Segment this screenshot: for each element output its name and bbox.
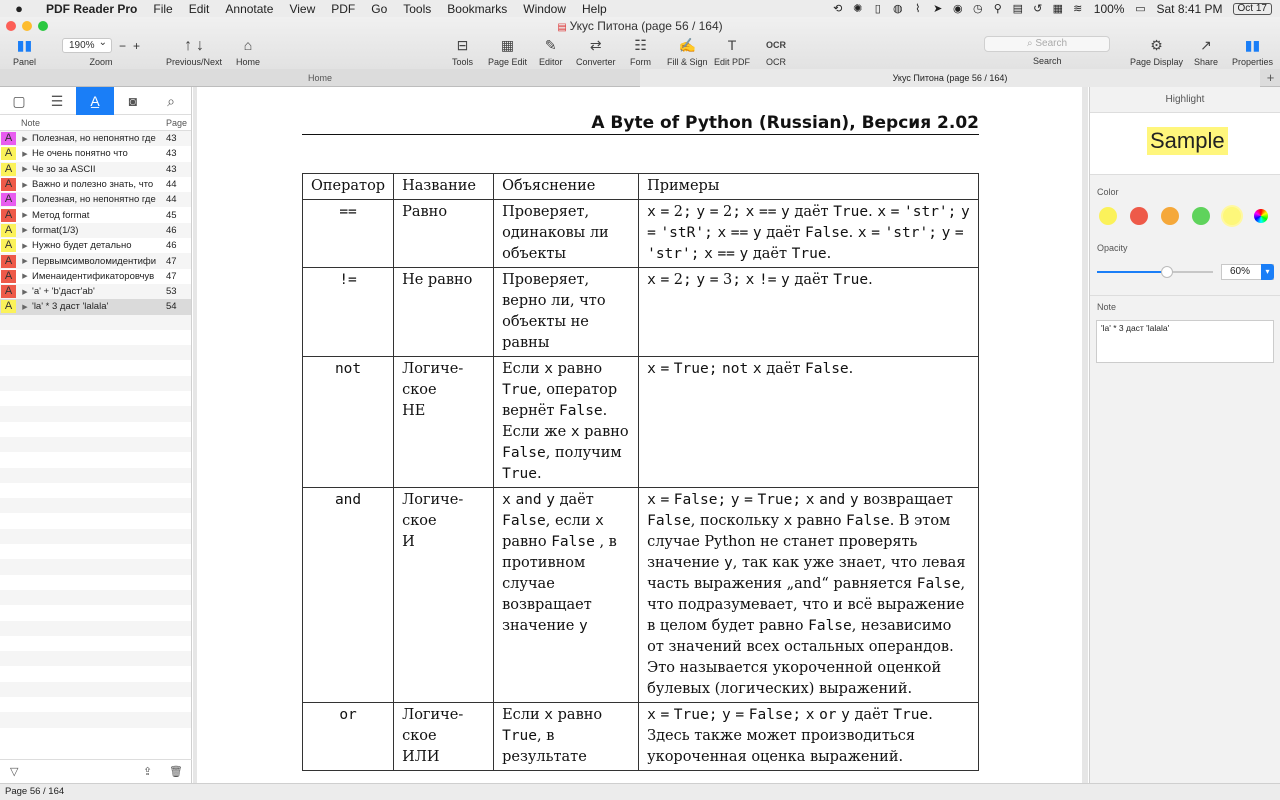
- annotation-page: 45: [166, 209, 177, 221]
- annotation-text: Метод format: [32, 209, 90, 221]
- zoom-control: [62, 37, 140, 67]
- convert-icon: ⇄: [589, 37, 602, 53]
- zoom-out-button[interactable]: −: [119, 38, 127, 53]
- annotation-row[interactable]: [0, 269, 191, 284]
- zoom-select[interactable]: 190% ⌄: [62, 38, 112, 53]
- menu-window[interactable]: Window: [523, 1, 566, 16]
- empty-row: [0, 544, 191, 559]
- tools-button[interactable]: [452, 37, 473, 67]
- examples-cell: x = 2; y = 2; x == y даёт True. x = 'str'; y = 'stR'; x == y даёт False. x = 'str'; y = 'str'; x == y даёт True.: [639, 200, 979, 268]
- empty-row: [0, 376, 191, 391]
- menu-edit[interactable]: Edit: [188, 1, 210, 16]
- home-label: Home: [236, 57, 261, 67]
- disclosure-triangle-icon[interactable]: ▶: [22, 288, 28, 296]
- empty-row: [0, 330, 191, 345]
- properties-panel: [1089, 87, 1280, 783]
- disclosure-triangle-icon[interactable]: ▶: [22, 258, 28, 266]
- name-cell: Логиче- ское ИЛИ: [394, 703, 494, 771]
- annotation-row[interactable]: [0, 177, 191, 192]
- examples-cell: x = True; y = False; x or y даёт True. Здесь также может производиться укороченная оценка выражений.: [639, 703, 979, 771]
- doc-icon[interactable]: ▤: [1012, 3, 1023, 15]
- empty-row: [0, 406, 191, 421]
- edit-pdf-button[interactable]: [714, 37, 750, 67]
- next-page-arrow-icon[interactable]: ↓: [195, 37, 204, 54]
- menu-annotate[interactable]: Annotate: [225, 1, 274, 16]
- highlight-annotation-icon: A: [1, 285, 16, 298]
- annotation-page: 43: [166, 133, 177, 145]
- empty-row: [0, 315, 191, 330]
- disclosure-triangle-icon[interactable]: ▶: [22, 135, 28, 143]
- highlight-annotation-icon: A: [1, 193, 16, 206]
- highlight-annotation-icon: A: [1, 147, 16, 160]
- panel-button[interactable]: [13, 37, 36, 67]
- disclosure-triangle-icon[interactable]: ▶: [22, 196, 28, 204]
- outline-icon[interactable]: ☰: [50, 93, 64, 109]
- annotation-text: Не очень понятно что: [32, 148, 128, 160]
- empty-row: [0, 590, 191, 605]
- annotation-row[interactable]: [0, 207, 191, 222]
- examples-cell: x = False; y = True; x and y возвращает False, поскольку x равно False. В этом случае Python не станет проверять значение y, так как уже знает, что левая часть выражения „and“ равняется False, что подразумевает, что и всё выражение в целом будет равно False, независимо от значений всех остальных операндов. Это называется укороченной оценкой булевых (логических) выражений.: [639, 488, 979, 703]
- disclosure-triangle-icon[interactable]: ▶: [22, 242, 28, 250]
- clip-icon[interactable]: ⌇: [915, 3, 921, 15]
- annotation-text: Полезная, но непонятно где: [32, 194, 156, 206]
- operators-table: [302, 173, 979, 771]
- name-cell: Равно: [394, 200, 494, 268]
- color-swatch[interactable]: [1130, 207, 1148, 225]
- table-row: [303, 357, 979, 488]
- color-swatch[interactable]: [1161, 207, 1179, 225]
- table-header-cell: Название: [394, 174, 494, 200]
- name-cell: Не равно: [394, 268, 494, 357]
- operator-cell: ==: [303, 200, 394, 268]
- page-display-button[interactable]: [1130, 37, 1183, 67]
- highlight-annotation-icon: A: [1, 270, 16, 283]
- opacity-slider-handle[interactable]: [1161, 266, 1173, 278]
- menu-view[interactable]: View: [289, 1, 316, 16]
- signature-icon: ✍: [678, 37, 696, 53]
- empty-row: [0, 651, 191, 666]
- annotation-text: 'a' + 'b'даст'ab': [32, 286, 95, 298]
- opacity-select[interactable]: [1221, 264, 1274, 280]
- empty-row: [0, 468, 191, 483]
- page-display-icon: ⚙: [1150, 37, 1163, 53]
- examples-cell: x = 2; y = 3; x != y даёт True.: [639, 268, 979, 357]
- ocr-icon: OCR: [766, 40, 786, 50]
- previous-next-control: [166, 37, 222, 67]
- pencil-icon: ✎: [544, 37, 557, 53]
- empty-row: [0, 575, 191, 590]
- empty-row: [0, 666, 191, 681]
- empty-row: [0, 345, 191, 360]
- device-icon[interactable]: ▯: [874, 3, 881, 15]
- table-header-cell: Оператор: [303, 174, 394, 200]
- form-button[interactable]: [630, 37, 651, 67]
- form-icon: ☷: [634, 37, 647, 53]
- empty-row: [0, 697, 191, 712]
- menu-bookmarks[interactable]: Bookmarks: [447, 1, 508, 16]
- disclosure-triangle-icon[interactable]: ▶: [22, 273, 28, 281]
- previous-page-arrow-icon[interactable]: ↑: [184, 37, 193, 54]
- search-label-wrap: [1033, 53, 1062, 66]
- fill-sign-button[interactable]: [667, 37, 708, 67]
- color-label: Color: [1097, 187, 1119, 197]
- empty-row: [0, 682, 191, 697]
- header-rule: [302, 134, 979, 135]
- wifi-icon[interactable]: ≋: [1073, 3, 1083, 15]
- tab-document[interactable]: Укус Питона (page 56 / 164): [640, 69, 1260, 87]
- snapshot-icon[interactable]: ◙: [128, 93, 138, 109]
- operator-cell: !=: [303, 268, 394, 357]
- annotation-text: format(1/3): [32, 224, 79, 236]
- window-title: [0, 19, 1280, 33]
- home-button[interactable]: [236, 37, 260, 67]
- color-swatch[interactable]: [1099, 207, 1117, 225]
- form-label: Form: [630, 57, 651, 67]
- fill-sign-label: Fill & Sign: [667, 57, 708, 67]
- empty-row: [0, 422, 191, 437]
- annotation-page: 44: [166, 194, 177, 206]
- annotation-list: [0, 131, 191, 743]
- operator-cell: or: [303, 703, 394, 771]
- operator-cell: and: [303, 488, 394, 703]
- pdf-file-icon: ▤: [557, 22, 570, 33]
- share-icon: ↗: [1200, 37, 1212, 53]
- highlight-annotation-icon: A: [1, 178, 16, 191]
- page-edit-label: Page Edit: [488, 57, 528, 67]
- explanation-cell: Проверяет, верно ли, что объекты не равны: [494, 268, 639, 357]
- ocr-button[interactable]: [766, 37, 786, 67]
- page-edit-button[interactable]: [488, 37, 527, 67]
- disclosure-triangle-icon[interactable]: ▶: [22, 212, 28, 220]
- search-label: Search: [1033, 56, 1062, 66]
- properties-label: Properties: [1232, 57, 1274, 67]
- properties-icon: ▮▮: [1244, 37, 1261, 53]
- highlight-annotation-icon: A: [1, 255, 16, 268]
- table-row: [303, 268, 979, 357]
- opacity-value: 60%: [1230, 266, 1251, 277]
- disclosure-triangle-icon[interactable]: ▶: [22, 166, 28, 174]
- table-row: [303, 488, 979, 703]
- empty-row: [0, 712, 191, 727]
- pdf-page: [197, 87, 1082, 783]
- empty-row: [0, 452, 191, 467]
- converter-button[interactable]: [576, 37, 616, 67]
- annotation-page: 44: [166, 179, 177, 191]
- window-title-text: Укус Питона (page 56 / 164): [569, 19, 723, 33]
- color-picker-icon[interactable]: [1254, 209, 1268, 223]
- search-placeholder: Search: [1035, 38, 1068, 49]
- status-bar: [0, 783, 1280, 800]
- annotation-text: Именаидентификаторовчув: [32, 270, 155, 282]
- empty-row: [0, 529, 191, 544]
- search-input[interactable]: [984, 36, 1110, 52]
- empty-row: [0, 437, 191, 452]
- home-icon: ⌂: [243, 37, 253, 53]
- note-label: Note: [1097, 302, 1117, 312]
- editor-label: Editor: [539, 57, 563, 67]
- empty-row: [0, 498, 191, 513]
- page-grid-icon: ▦: [500, 37, 515, 53]
- menu-go[interactable]: Go: [371, 1, 388, 16]
- annotation-row[interactable]: [0, 192, 191, 207]
- tab-bar: [0, 69, 1280, 87]
- empty-row: [0, 559, 191, 574]
- highlight-annotation-icon: A: [1, 300, 16, 313]
- annotation-row[interactable]: [0, 253, 191, 268]
- clock-time[interactable]: Sat 8:41 PM: [1156, 1, 1223, 16]
- table-header-row: [303, 174, 979, 200]
- annotation-page: 53: [166, 286, 177, 298]
- explanation-cell: Если x равно True, в результате: [494, 703, 639, 771]
- table-row: [303, 703, 979, 771]
- panel-label: Panel: [13, 57, 37, 67]
- spotify-icon[interactable]: ◉: [952, 3, 963, 15]
- sample-text: Sample: [1147, 127, 1228, 155]
- operator-cell: not: [303, 357, 394, 488]
- previous-next-label: Previous/Next: [166, 57, 223, 67]
- share-label: Share: [1194, 57, 1219, 67]
- table-row: [303, 200, 979, 268]
- menu-bar: [0, 0, 1280, 17]
- explanation-cell: x and y даёт False, если x равно False , в противном случае возвращает значение y: [494, 488, 639, 703]
- annotation-page: 54: [166, 301, 177, 313]
- annotation-text: 'la' * 3 даст 'lalala': [32, 301, 109, 313]
- export-icon[interactable]: ⇪: [143, 766, 153, 778]
- annotation-page: 43: [166, 148, 177, 160]
- name-cell: Логиче- ское И: [394, 488, 494, 703]
- properties-button[interactable]: [1232, 37, 1273, 67]
- explanation-cell: Проверяет, одинаковы ли объекты: [494, 200, 639, 268]
- converter-label: Converter: [576, 57, 616, 67]
- column-page[interactable]: Page: [166, 118, 188, 128]
- chevron-down-icon[interactable]: ▾: [1261, 264, 1274, 280]
- opacity-label: Opacity: [1097, 243, 1128, 253]
- annotation-list-header: [0, 115, 191, 131]
- sidebar-footer: [0, 759, 192, 783]
- table-header-cell: Объяснение: [494, 174, 639, 200]
- menu-app-name[interactable]: PDF Reader Pro: [46, 1, 138, 16]
- highlight-annotation-icon: A: [1, 239, 16, 252]
- new-tab-button[interactable]: +: [1266, 70, 1275, 85]
- annotation-page: 47: [166, 255, 177, 267]
- examples-cell: x = True; not x даёт False.: [639, 357, 979, 488]
- properties-title: Highlight: [1090, 87, 1280, 113]
- disclosure-triangle-icon[interactable]: ▶: [22, 227, 28, 235]
- page-header: A Byte of Python (Russian), Версия 2.02: [591, 113, 979, 133]
- annotation-text: Полезная, но непонятно где: [32, 133, 156, 145]
- annotation-text: Нужно будет детально: [32, 240, 132, 252]
- empty-row: [0, 483, 191, 498]
- timemachine-icon[interactable]: ↺: [1033, 3, 1043, 15]
- color-swatch[interactable]: [1223, 207, 1241, 225]
- annotation-row[interactable]: [0, 223, 191, 238]
- highlight-annotation-icon: A: [1, 209, 16, 222]
- sidebar-toolbar: [0, 87, 191, 115]
- thumbnails-icon[interactable]: ▢: [12, 93, 26, 109]
- trash-icon[interactable]: 🗑: [169, 766, 183, 778]
- annotation-page: 43: [166, 163, 177, 175]
- text-edit-icon: T: [727, 37, 737, 53]
- empty-row: [0, 636, 191, 651]
- menu-pdf[interactable]: PDF: [331, 1, 356, 16]
- apple-menu-icon[interactable]: ●: [15, 1, 23, 16]
- table-header-cell: Примеры: [639, 174, 979, 200]
- tools-label: Tools: [452, 57, 474, 67]
- annotation-row[interactable]: [0, 299, 191, 314]
- color-swatch[interactable]: [1192, 207, 1210, 225]
- menu-tools[interactable]: Tools: [403, 1, 432, 16]
- annotation-row[interactable]: [0, 131, 191, 146]
- color-swatches: [1099, 207, 1280, 225]
- panel-icon: ▮▮: [16, 37, 33, 53]
- edit-pdf-label: Edit PDF: [714, 57, 751, 67]
- tab-home[interactable]: Home: [307, 73, 332, 83]
- editor-button[interactable]: [539, 37, 563, 67]
- explanation-cell: Если x равно True, оператор вернёт False. Если же x равно False, получим True.: [494, 357, 639, 488]
- highlight-annotation-icon: A: [1, 163, 16, 176]
- sync-icon[interactable]: ⟲: [833, 3, 843, 15]
- disclosure-triangle-icon[interactable]: ▶: [22, 150, 28, 158]
- search-icon: ⌕: [1026, 38, 1036, 49]
- disclosure-triangle-icon[interactable]: ▶: [22, 303, 28, 311]
- name-cell: Логиче- ское НЕ: [394, 357, 494, 488]
- send-icon[interactable]: ➤: [933, 3, 943, 15]
- menu-file[interactable]: File: [153, 1, 173, 16]
- column-note[interactable]: Note: [21, 118, 41, 128]
- annotation-row[interactable]: [0, 284, 191, 299]
- empty-row: [0, 360, 191, 375]
- globe-icon[interactable]: ◍: [892, 3, 903, 15]
- opacity-slider-fill: [1097, 271, 1167, 273]
- empty-row: [0, 728, 191, 743]
- page-indicator: Page 56 / 164: [5, 786, 65, 797]
- annotation-text: Че зо за ASCII: [32, 163, 96, 175]
- opacity-slider[interactable]: [1097, 263, 1280, 281]
- clock-icon[interactable]: ◷: [972, 3, 983, 15]
- flag-icon[interactable]: ▦: [1052, 3, 1063, 15]
- annotation-text: Важно и полезно знать, что: [32, 179, 154, 191]
- note-textarea[interactable]: 'la' * 3 даст 'lalala': [1096, 320, 1274, 363]
- date-badge[interactable]: Oct 17: [1233, 3, 1272, 15]
- ocr-label: OCR: [766, 57, 786, 67]
- filter-icon[interactable]: ▽: [10, 766, 19, 778]
- annotation-row[interactable]: [0, 238, 191, 253]
- annotation-page: 47: [166, 270, 177, 282]
- toolbox-icon: ⊟: [456, 37, 469, 53]
- document-view[interactable]: [193, 87, 1088, 783]
- pin-icon[interactable]: ⚲: [993, 3, 1002, 15]
- empty-row: [0, 391, 191, 406]
- battery-percent: 100%: [1093, 1, 1125, 16]
- annotations-icon[interactable]: A̲: [76, 87, 114, 115]
- empty-row: [0, 605, 191, 620]
- sidebar-search-icon[interactable]: ⌕: [167, 93, 175, 109]
- highlight-annotation-icon: A: [1, 132, 16, 145]
- annotation-page: 46: [166, 240, 177, 252]
- annotation-row[interactable]: [0, 162, 191, 177]
- disclosure-triangle-icon[interactable]: ▶: [22, 181, 28, 189]
- annotation-row[interactable]: [0, 146, 191, 161]
- empty-row: [0, 621, 191, 636]
- battery-icon[interactable]: ▭: [1135, 3, 1146, 15]
- zoom-in-button[interactable]: +: [133, 38, 141, 53]
- highlight-annotation-icon: A: [1, 224, 16, 237]
- annotation-sidebar: [0, 87, 192, 783]
- window-toolbar: [0, 17, 1280, 69]
- menu-help[interactable]: Help: [581, 1, 607, 16]
- highlight-preview: [1090, 113, 1280, 175]
- annotation-page: 46: [166, 224, 177, 236]
- zoom-label: Zoom: [89, 57, 113, 67]
- page-display-label: Page Display: [1130, 57, 1184, 67]
- empty-row: [0, 513, 191, 528]
- annotation-text: Первымсимволомидентифи: [32, 255, 157, 267]
- activity-icon[interactable]: ✺: [853, 3, 863, 15]
- share-button[interactable]: [1194, 37, 1218, 67]
